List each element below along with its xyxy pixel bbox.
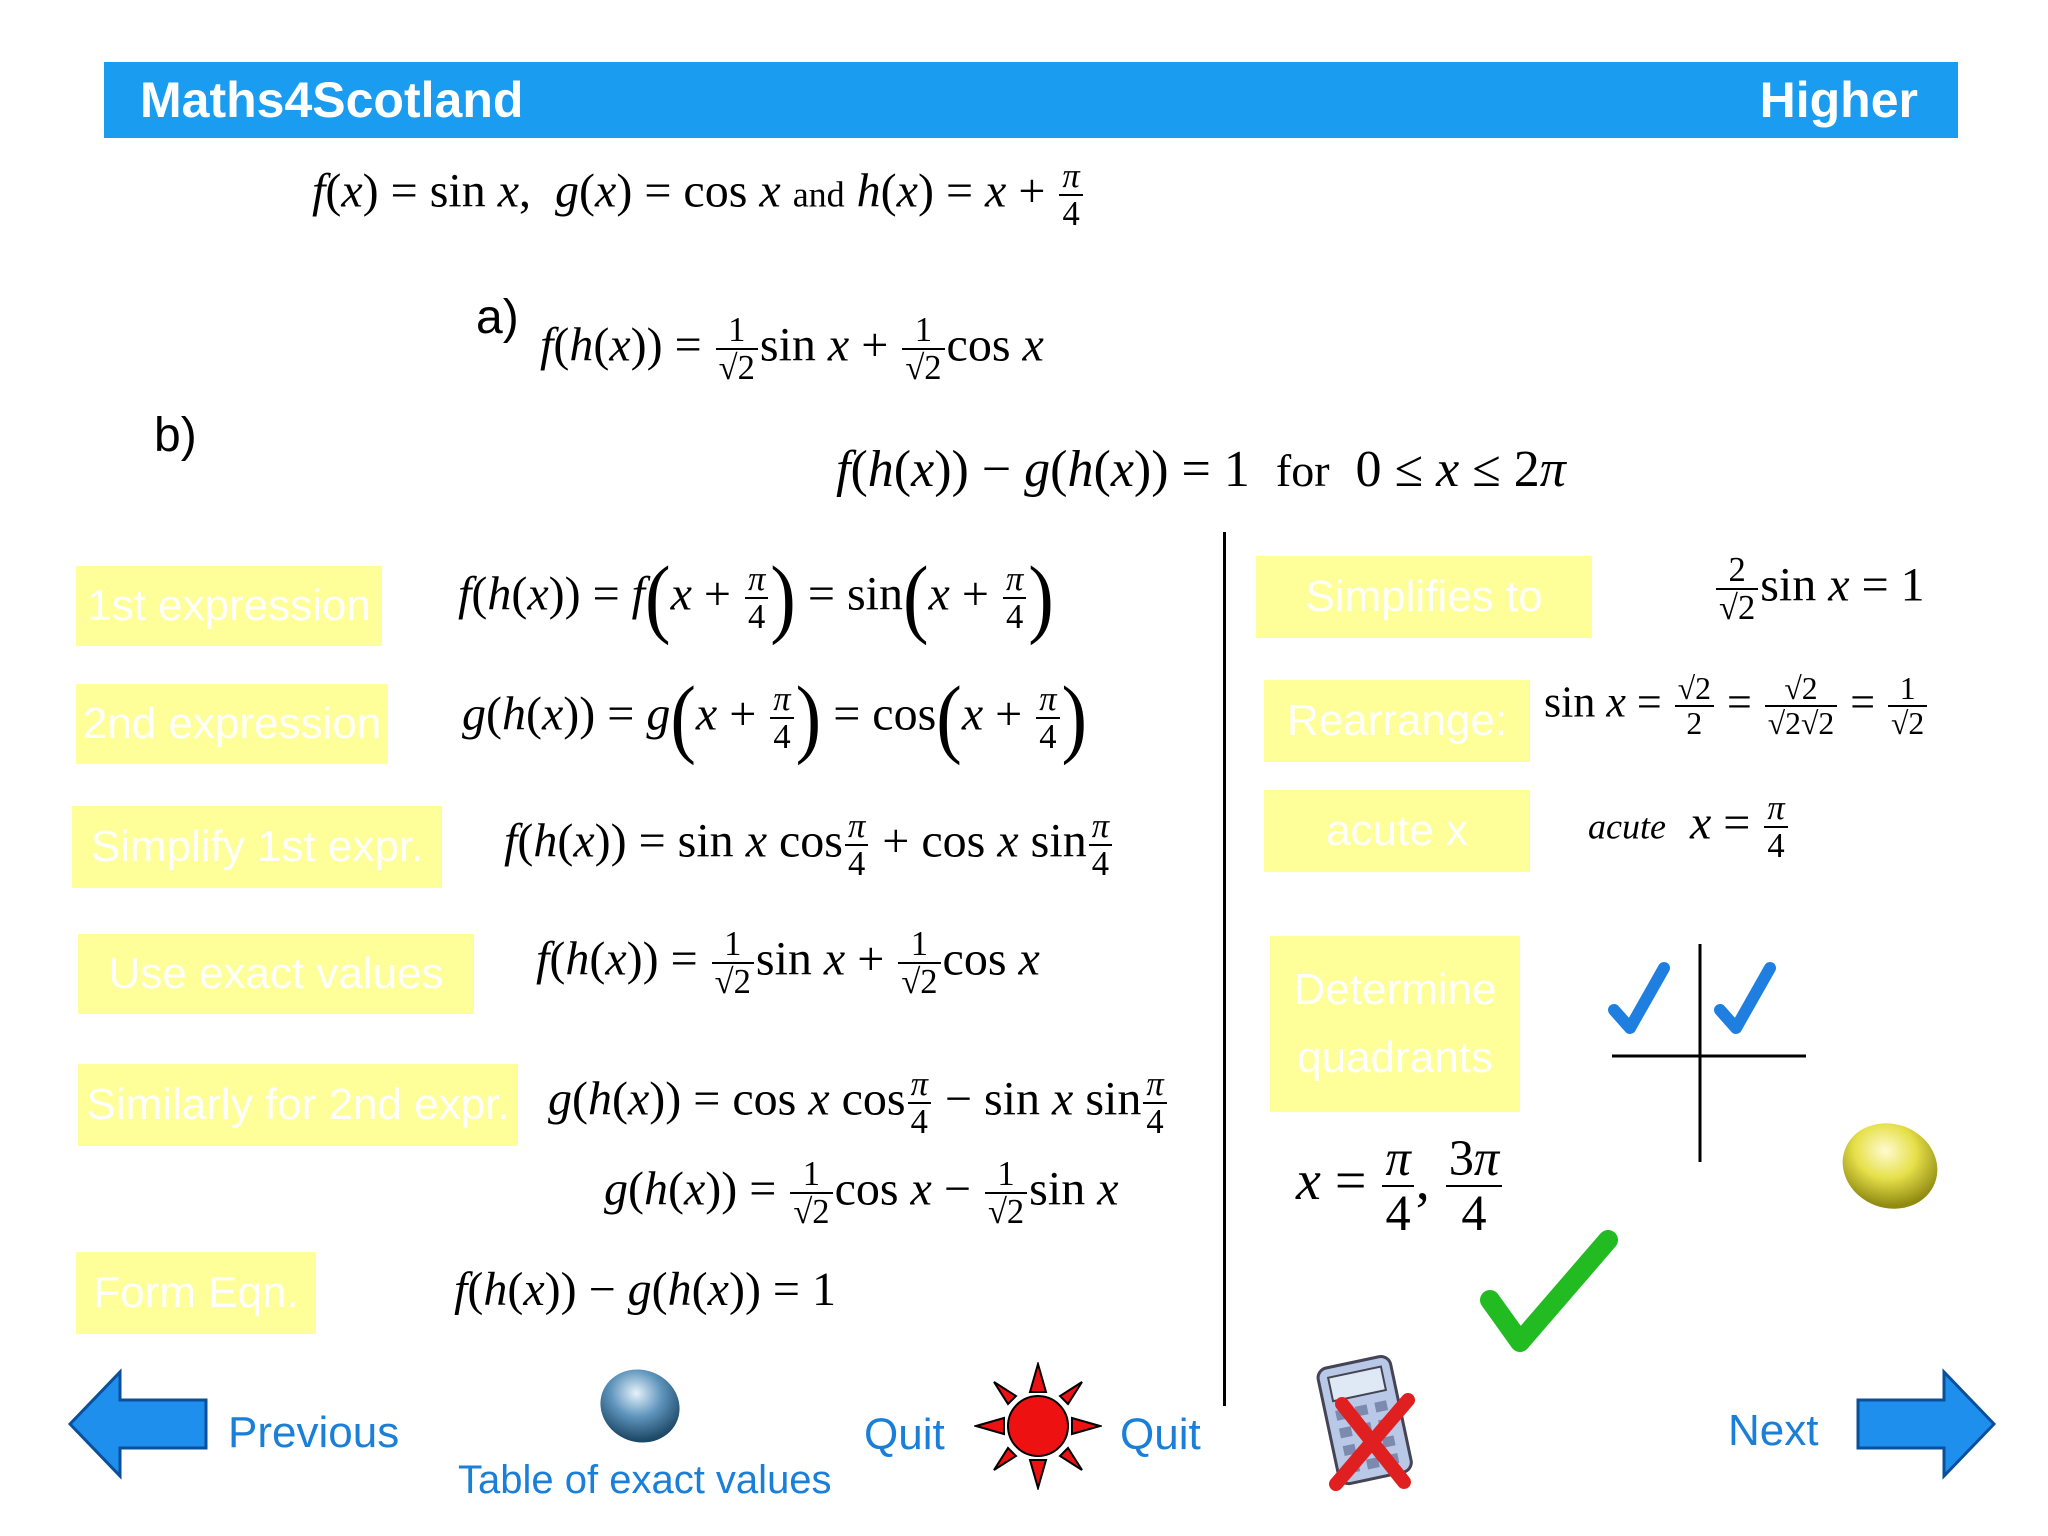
label-form-eqn[interactable]: Form Eqn. [76,1252,316,1334]
simplifies-result: $\frac{2}{√2}$ sin x = 1 [1714,552,1925,627]
label-quadrants[interactable] [1270,936,1520,1112]
rearrange-result: sin x = $\frac{√2}{2}$ = $\frac{√2}{√2√2}$ = $\frac{1}{√2}$ [1544,672,1929,741]
question-definitions: f(x) = sin x, g(x) = cos x and h(x) = x + $\frac{\pi}{4}$ [312,158,1085,233]
part-b-expression: f(h(x)) − g(h(x)) = 1 for 0 ≤ x ≤ 2π [836,441,1566,498]
label-acute[interactable]: acute x [1264,790,1530,872]
acute-word: acute [1588,806,1666,847]
label-exact-values[interactable]: Use exact values [78,934,474,1014]
similarly-line-2: g(h(x)) = $\frac{1}{√2}$ cos x − $\frac{1}{√2}$ sin x [604,1155,1119,1232]
site-title: Maths4Scotland [140,72,524,128]
part-b-label: b) [154,409,197,462]
header-banner [104,62,1958,138]
tick-icon [1720,968,1770,1028]
similarly-line-1: g(h(x)) = cos x cos $\frac{\pi}{4}$ − sin x sin $\frac{\pi}{4}$ [548,1066,1169,1141]
form-equation: f(h(x)) − g(h(x)) = 1 [454,1263,836,1316]
first-expression: f(h(x)) = f(x + $\frac{\pi}{4}$ ) = sin(x + $\frac{\pi}{4}$ ) [458,548,1054,647]
label-rearrange[interactable]: Rearrange: [1264,680,1530,762]
column-divider [1223,532,1226,1406]
quit-link-right[interactable]: Quit [1120,1410,1201,1459]
next-arrow-button[interactable] [1854,1368,1998,1480]
solution-result: x = $\frac{\pi}{4}$ , $\frac{3\pi}{4}$ [1296,1132,1504,1240]
yellow-ball-button[interactable] [1836,1116,1946,1216]
quit-link-left[interactable]: Quit [864,1410,945,1459]
previous-arrow-button[interactable] [66,1368,210,1480]
next-link[interactable]: Next [1728,1406,1819,1455]
sun-quit-button[interactable] [974,1362,1102,1490]
label-quadrants-line-1: Determine [1293,964,1497,1014]
blue-ball-button[interactable] [594,1364,686,1450]
previous-link[interactable]: Previous [228,1408,400,1457]
label-quadrants-line-2: quadrants [1297,1033,1493,1082]
part-a-label: a) [476,291,519,344]
exact-values: f(h(x)) = $\frac{1}{√2}$ sin x + $\frac{1}{√2}$ cos x [536,925,1040,1002]
tick-icon [1614,968,1664,1028]
label-simplifies[interactable]: Simplifies to [1256,556,1592,638]
part-a-expression: f(h(x)) = $\frac{1}{√2}$ sin x + $\frac{1}{√2}$ cos x [540,311,1044,388]
level-title: Higher [1759,72,1918,128]
acute-result: acute x = $\frac{\pi}{4}$ [1588,790,1790,865]
simplify-first: f(h(x)) = sin x cos $\frac{\pi}{4}$ + cos x sin $\frac{\pi}{4}$ [504,808,1114,883]
label-simplify-first[interactable]: Simplify 1st expr. [72,806,442,888]
second-expression: g(h(x)) = g(x + $\frac{\pi}{4}$ ) = cos(x + $\frac{\pi}{4}$ ) [462,668,1088,767]
quadrant-diagram [1600,940,1820,1170]
big-check-icon [1480,1230,1620,1360]
table-of-exact-values-link[interactable]: Table of exact values [458,1458,832,1502]
no-calculator-icon [1310,1346,1430,1496]
label-similarly[interactable]: Similarly for 2nd expr. [78,1064,518,1146]
label-first-expression[interactable]: 1st expression [76,566,382,646]
label-second-expression[interactable]: 2nd expression [76,684,388,764]
